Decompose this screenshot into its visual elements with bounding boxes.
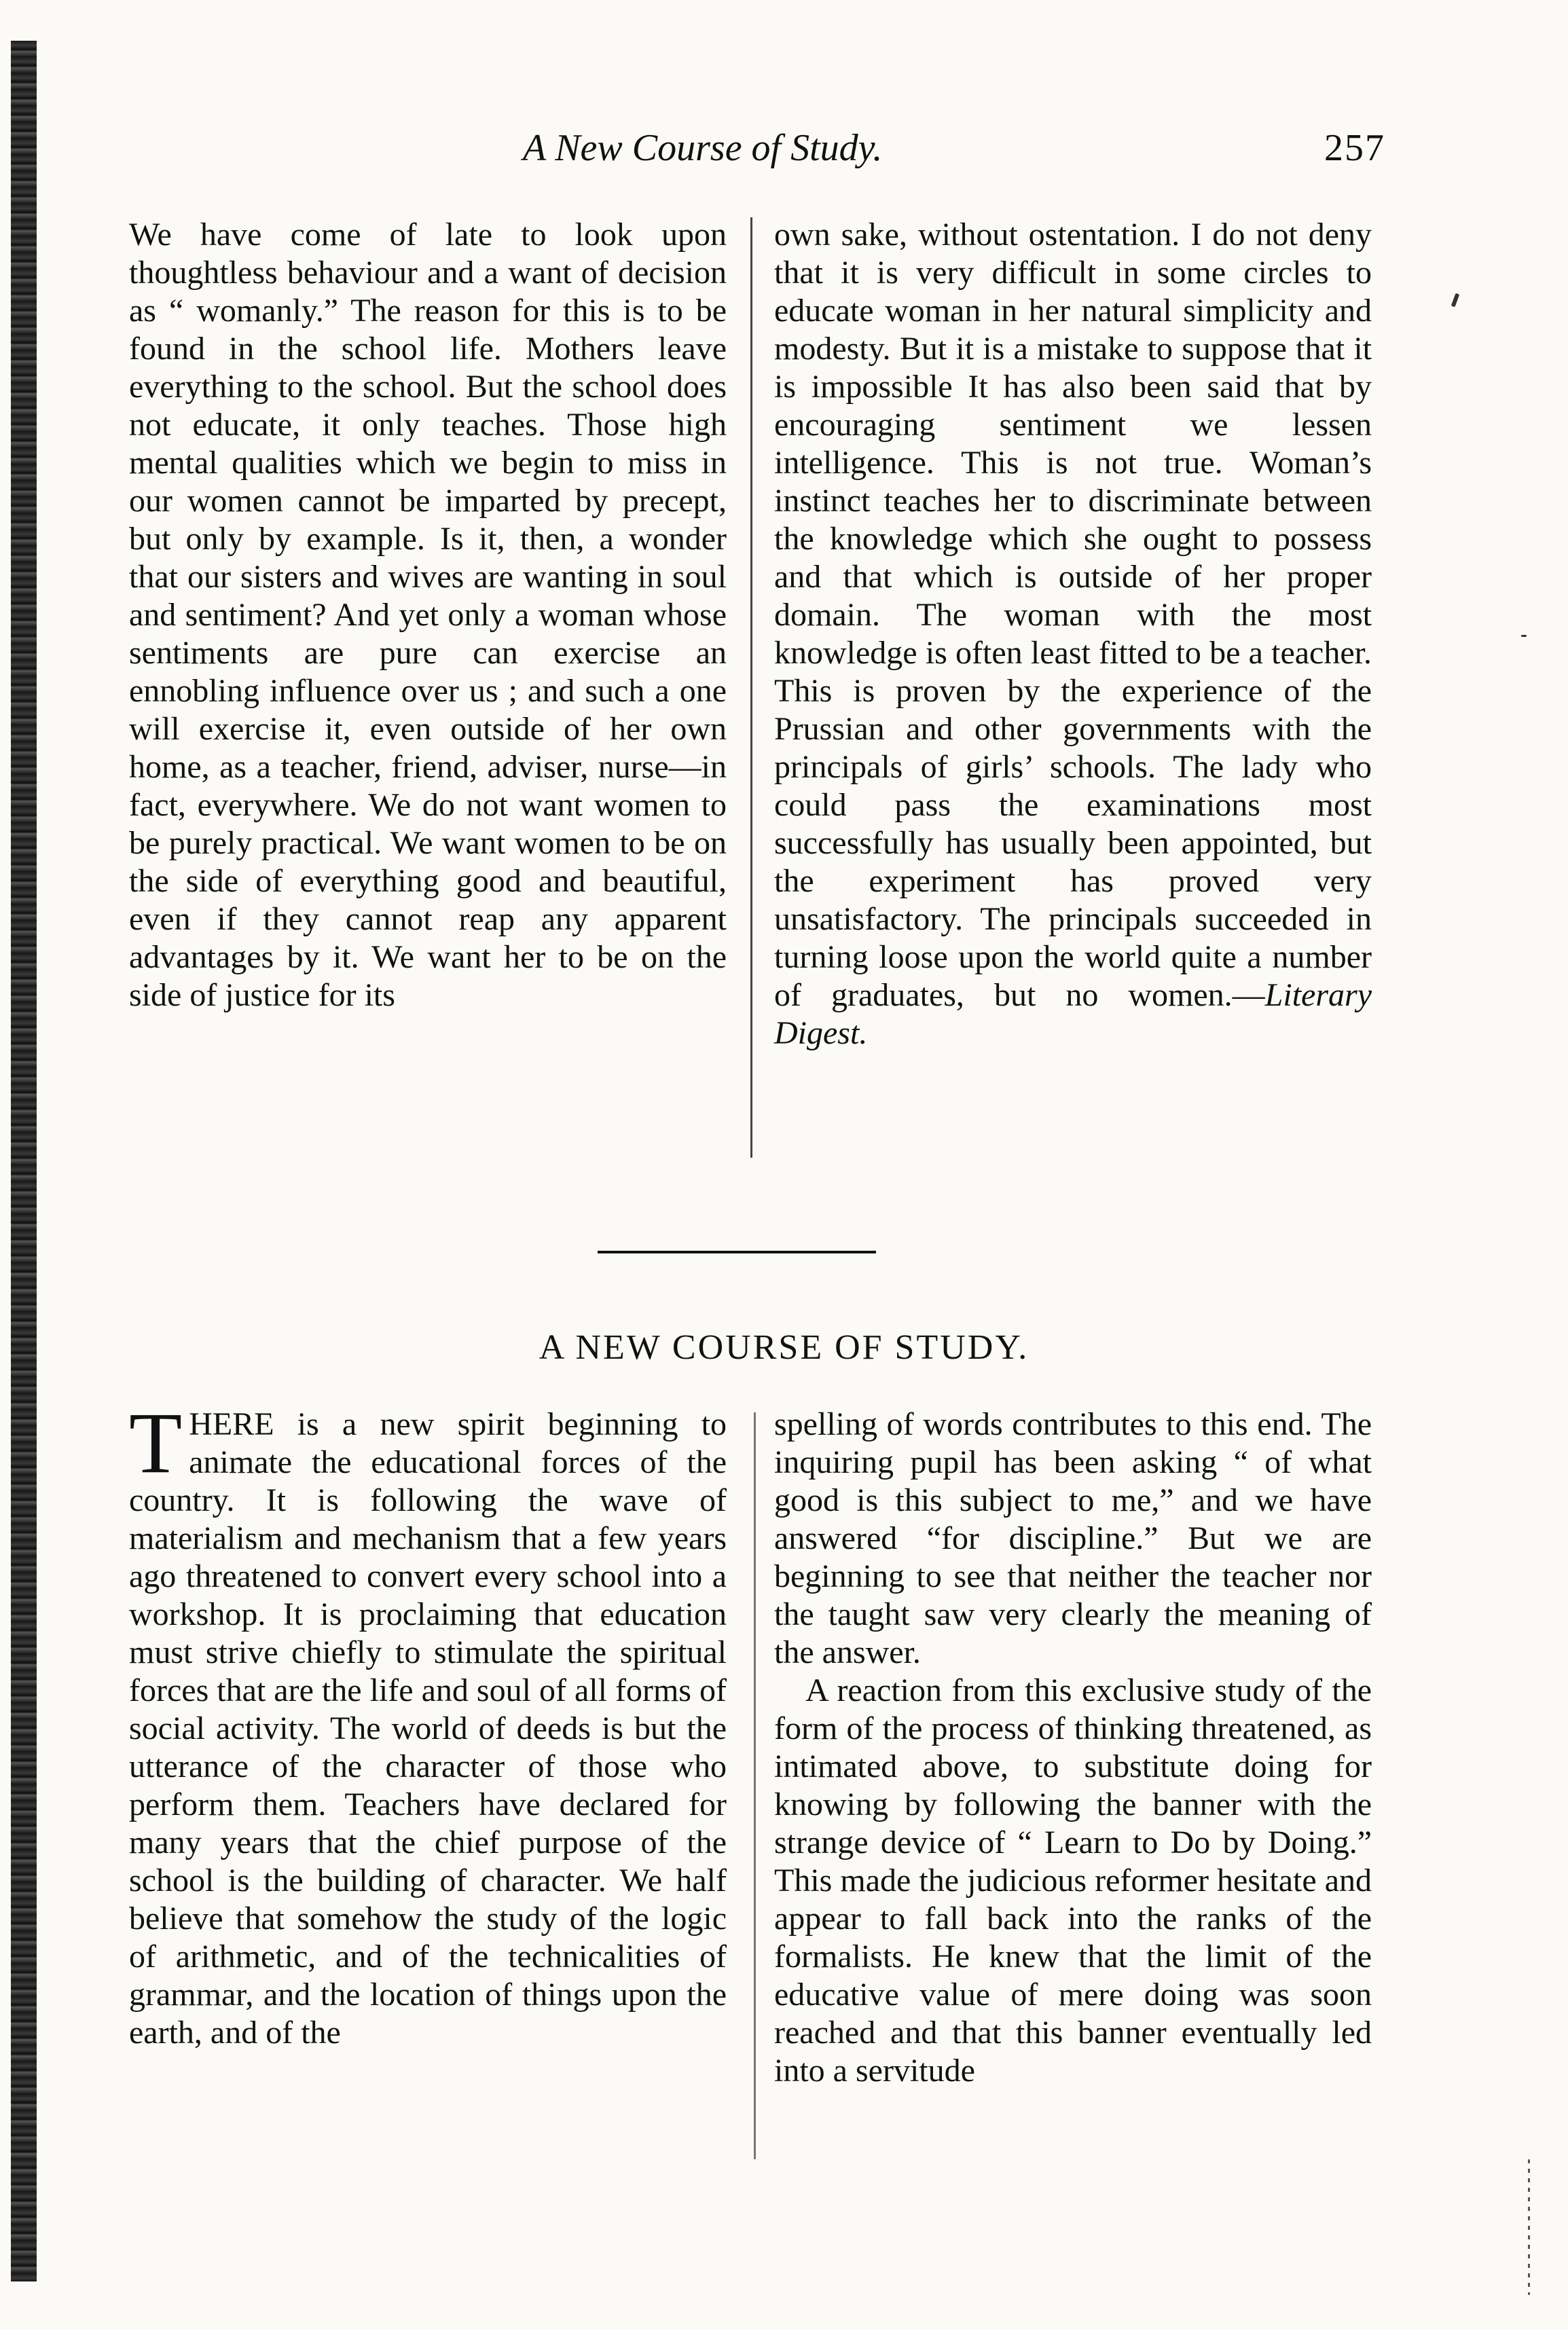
- section-column-2: [774, 1406, 1372, 2090]
- drop-cap: T: [129, 1395, 183, 1491]
- column-rule-upper: [750, 217, 752, 1158]
- running-title: A New Course of Study.: [523, 127, 883, 169]
- section-col2-paragraph-2: A reaction from this exclusive study of the form of the process of thinking threatened, as intimated above, to substitute doing for knowing by following the banner with the strange device of “ Learn to Do by Doing.” This made the judicious reformer hesitate and appear to fall back into the ranks of the formalists. He knew that the limit of the educative value of mere doing was soon reached and that this banner eventually led into a servitude: [774, 1672, 1372, 2089]
- upper-article-col2-paragraph: [774, 216, 1372, 1052]
- margin-mark: [1451, 293, 1459, 308]
- upper-article-column-2: [774, 216, 1372, 1052]
- upper-article-col1-text: We have come of late to look upon thoughtless behaviour and a want of decision as “ womanly.” The reason for this is to be found in the school life. Mothers leave everything to the school. But the school does not educate, it only teaches. Those high mental qualities which we begin to miss in our women cannot be imparted by precept, but only by example. Is it, then, a wonder that our sisters and wives are wanting in soul and sentiment? And yet only a woman whose sentiments are pure can exercise an ennobling influence over us ; and such a one will exercise it, even outside of her own home, as a teacher, friend, adviser, nurse—in fact, everywhere. We do not want women to be purely practical. We want women to be on the side of everything good and beautiful, even if they cannot reap any apparent advantages by it. We want her to be on the side of justice for its: [129, 217, 727, 1013]
- section-heading: A NEW COURSE OF STUDY.: [539, 1328, 1029, 1367]
- book-binding-edge: [11, 41, 37, 2281]
- section-column-1: [129, 1395, 727, 2052]
- source-citation: Literary Digest.: [774, 977, 1372, 1051]
- section-col1-paragraph: [129, 1395, 727, 2052]
- column-rule-lower: [754, 1412, 756, 2159]
- page-number: 257: [1324, 127, 1385, 169]
- section-col1-text: HERE is a new spirit beginning to animate the educational forces of the country. It is following the wave of materialism and mechanism that a few years ago threatened to convert every school into a workshop. It is proclaiming that education must strive chiefly to stimulate the spiritual forces that are the life and soul of all forms of social activity. The world of deeds is but the utterance of the character of those who perform them. Teachers have declared for many years that the chief purpose of the school is the building of character. We half believe that somehow the study of the logic of arithmetic, and of the technicalities of grammar, and the location of things upon the earth, and of the: [129, 1406, 727, 2051]
- running-header: [129, 126, 1385, 181]
- section-col2-paragraph-1: spelling of words contributes to this end. The inquiring pupil has been asking “ of what good is this subject to me,” and we have answered “for discipline.” But we are beginning to see that neither the teacher nor the taught saw very clearly the meaning of the answer.: [774, 1406, 1372, 1670]
- scan-edge-artifact: [1528, 2159, 1530, 2295]
- section-divider: [598, 1251, 876, 1253]
- upper-article-column-1: [129, 216, 727, 1014]
- upper-article-col2-text: own sake, without ostentation. I do not deny that it is very difficult in some circles to educate woman in her natural simplicity and modesty. But it is a mistake to suppose that it is impossible It has also been said that by encouraging sentiment we lessen intelligence. This is not true. Woman’s instinct teaches her to discriminate between the knowledge which she ought to possess and that which is outside of her proper domain. The woman with the most knowledge is often least fitted to be a teacher. This is proven by the experience of the Prussian and other governments with the principals of girls’ schools. The lady who could pass the examinations most successfully has usually been appointed, but the experiment has proved very unsatisfactory. The principals succeeded in turning loose upon the world quite a number of graduates, but no women.—: [774, 217, 1372, 1013]
- margin-speck: [1521, 635, 1527, 637]
